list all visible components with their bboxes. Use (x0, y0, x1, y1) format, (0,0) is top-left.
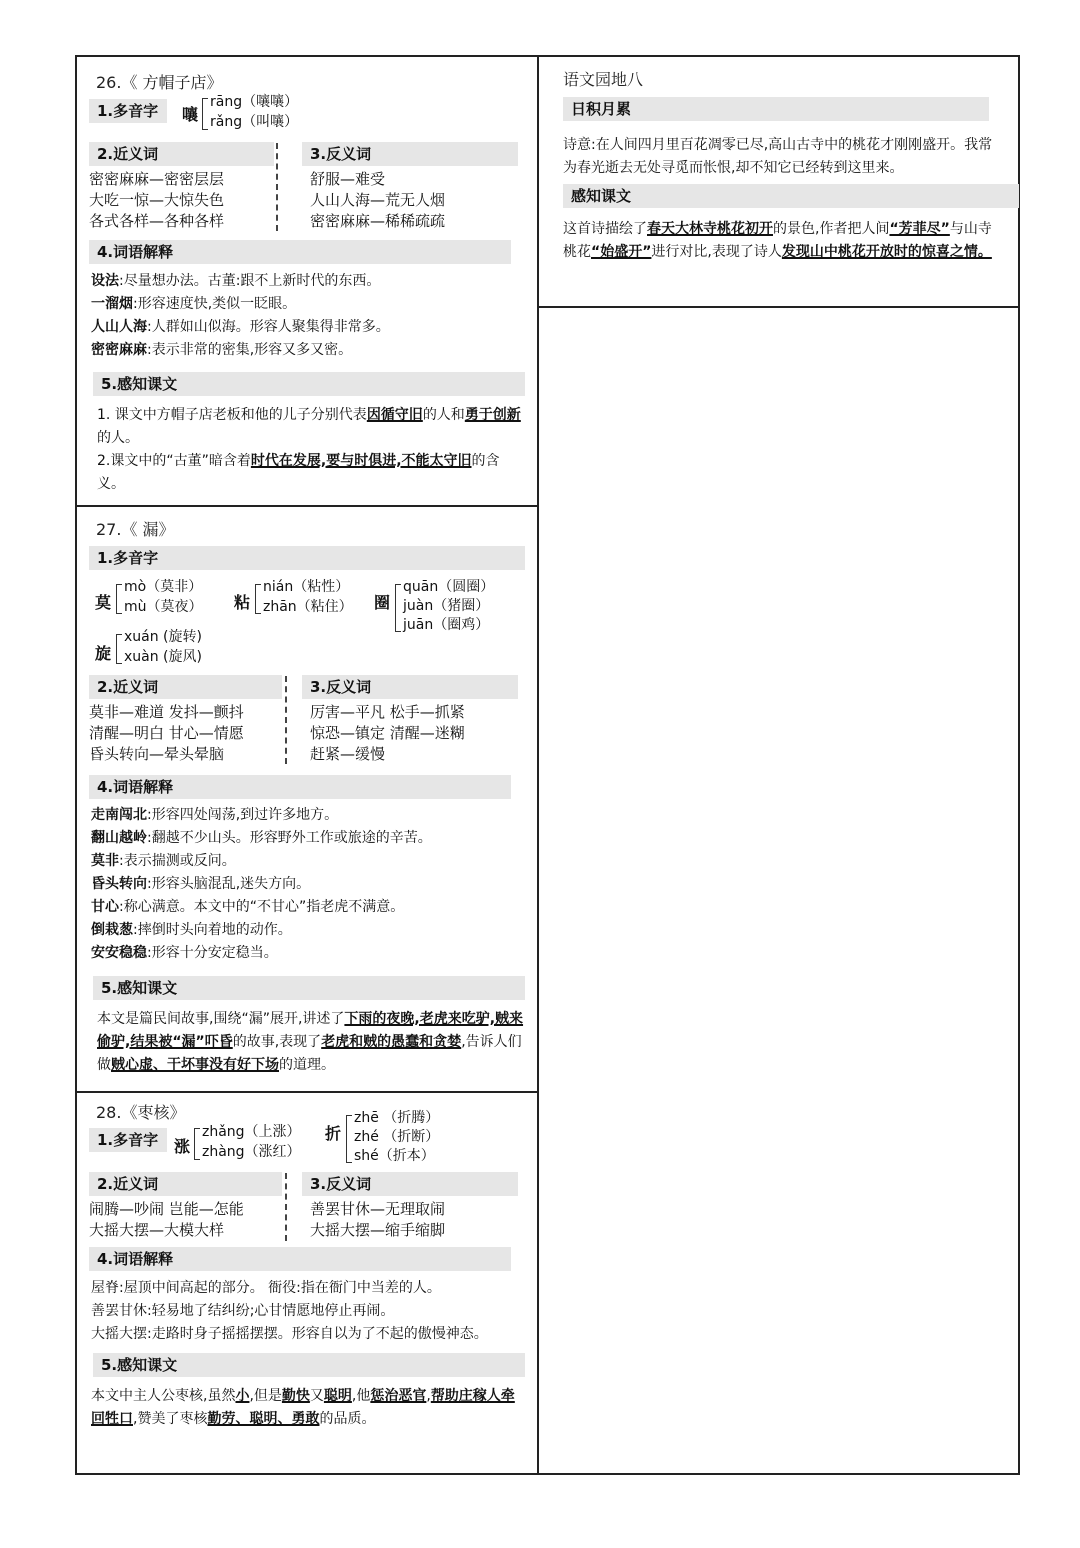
pinyin-reading: zhē （折腾） (354, 1110, 440, 1126)
pinyin-reading: xuán (旋转) (124, 629, 202, 645)
antonym-heading: 3.反义词 (302, 142, 518, 166)
pinyin-reading: mò（莫非） (124, 579, 203, 595)
pinyin-reading: zhàng（涨红） (202, 1144, 301, 1160)
pinyin-reading: rǎng（叫嚷） (210, 114, 299, 130)
polyphone-char: 涨 (174, 1137, 191, 1156)
polyphone-heading: 1.多音字 (89, 1128, 167, 1152)
synonym-item: 密密麻麻—密密层层 (89, 170, 225, 188)
perception-paragraph: 1. 课文中方帽子店老板和他的儿子分别代表因循守旧的人和勇于创新的人。 (97, 407, 521, 446)
brace (194, 1128, 200, 1160)
text-perception-heading: 感知课文 (563, 184, 1019, 208)
synonym-item: 莫非—难道 发抖—颤抖 (89, 703, 244, 721)
explanation-item: 设法:尽量想办法。古董:跟不上新时代的东西。 (91, 273, 381, 289)
polyphone-char: 旋 (95, 644, 112, 663)
column-divider (285, 1173, 287, 1241)
antonym-item: 大摇大摆—缩手缩脚 (310, 1221, 446, 1239)
brace (395, 584, 401, 632)
lesson-26-title: 26.《 方帽子店》 (96, 73, 223, 92)
pinyin-reading: rāng（嚷嚷） (210, 94, 299, 110)
explanation-item: 莫非:表示揣测或反问。 (91, 853, 236, 869)
antonym-item: 人山人海—荒无人烟 (310, 191, 446, 209)
polyphone-char: 嚷 (182, 105, 199, 124)
pinyin-reading: nián（粘性） (263, 579, 350, 595)
pinyin-reading: zhǎng（上涨） (202, 1124, 301, 1140)
text-perception-heading: 5.感知课文 (93, 976, 525, 1000)
explanation-item: 大摇大摆:走路时身子摇摇摆摆。形容自以为了不起的傲慢神态。 (91, 1326, 488, 1342)
synonym-item: 清醒—明白 甘心—情愿 (89, 724, 244, 742)
column-divider (285, 676, 287, 764)
word-explanation-heading: 4.词语解释 (89, 1247, 511, 1271)
word-explanation-heading: 4.词语解释 (89, 775, 511, 799)
antonym-heading: 3.反义词 (302, 1172, 518, 1196)
synonym-heading: 2.近义词 (89, 142, 274, 166)
polyphone-char: 折 (325, 1124, 342, 1143)
antonym-item: 密密麻麻—稀稀疏疏 (310, 212, 446, 230)
synonym-item: 大摇大摆—大模大样 (89, 1221, 225, 1239)
explanation-item: 甘心:称心满意。本文中的“不甘心”指老虎不满意。 (91, 899, 405, 915)
antonym-item: 赶紧—缓慢 (310, 745, 386, 763)
explanation-item: 走南闯北:形容四处闯荡,到过许多地方。 (91, 807, 339, 823)
text-perception-heading: 5.感知课文 (93, 372, 525, 396)
explanation-item: 善罢甘休:轻易地了结纠纷;心甘情愿地停止再闹。 (91, 1303, 395, 1319)
pinyin-reading: juàn（猪圈） (403, 598, 490, 614)
explanation-item: 安安稳稳:形容十分安定稳当。 (91, 945, 278, 961)
brace (346, 1115, 352, 1163)
perception-paragraph: 这首诗描绘了春天大林寺桃花初开的景色,作者把人间“芳菲尽”与山寺桃花“始盛开”进行对比,表现了诗人发现山中桃花开放时的惊喜之情。 (563, 221, 992, 260)
pinyin-reading: juān（圈鸡） (403, 617, 490, 633)
antonym-item: 惊恐—镇定 清醒—迷糊 (310, 724, 465, 742)
text-perception-heading: 5.感知课文 (93, 1353, 525, 1377)
explanation-item: 昏头转向:形容头脑混乱,迷失方向。 (91, 876, 311, 892)
explanation-item: 人山人海:人群如山似海。形容人聚集得非常多。 (91, 319, 390, 335)
explanation-item: 翻山越岭:翻越不少山头。形容野外工作或旅途的辛苦。 (91, 830, 432, 846)
explanation-item: 一溜烟:形容速度快,类似一眨眼。 (91, 296, 297, 312)
yuwen-yuandi-title: 语文园地八 (563, 70, 644, 89)
brace (255, 584, 261, 614)
column-divider (276, 143, 278, 231)
polyphone-char: 粘 (234, 593, 251, 612)
polyphone-char: 圈 (374, 593, 391, 612)
pinyin-reading: quān（圆圈） (403, 579, 495, 595)
brace (116, 634, 122, 664)
synonym-item: 昏头转向—晕头晕脑 (89, 745, 225, 763)
brace (202, 98, 208, 130)
pinyin-reading: xuàn (旋风) (124, 649, 202, 665)
pinyin-reading: zhé （折断） (354, 1129, 440, 1145)
word-explanation-heading: 4.词语解释 (89, 240, 511, 264)
pinyin-reading: shé（折本） (354, 1148, 435, 1164)
synonym-heading: 2.近义词 (89, 675, 282, 699)
lesson-28-title: 28.《枣核》 (96, 1103, 186, 1122)
explanation-item: 密密麻麻:表示非常的密集,形容又多又密。 (91, 342, 353, 358)
pinyin-reading: mù（莫夜） (124, 599, 203, 615)
polyphone-char: 莫 (95, 593, 112, 612)
perception-paragraph: 本文中主人公枣核,虽然小,但是勤快又聪明,他惩治恶官,帮助庄稼人牵回牲口,赞美了枣核勤劳、聪明、勇敢的品质。 (91, 1388, 515, 1427)
synonym-item: 各式各样—各种各样 (89, 212, 225, 230)
perception-paragraph: 本文是篇民间故事,围绕“漏”展开,讲述了下雨的夜晚,老虎来吃驴,贼来偷驴,结果被“漏”吓昏的故事,表现了老虎和贼的愚蠢和贪婪,告诉人们做贼心虚、干坏事没有好下场的道理。 (97, 1011, 524, 1073)
antonym-heading: 3.反义词 (302, 675, 518, 699)
polyphone-heading: 1.多音字 (89, 99, 167, 123)
yuwen-yuandi-frame (537, 55, 1020, 308)
perception-paragraph: 2.课文中的“古董”暗含着时代在发展,要与时俱进,不能太守旧的含义。 (97, 453, 500, 492)
antonym-item: 善罢甘休—无理取闹 (310, 1200, 446, 1218)
antonym-item: 厉害—平凡 松手—抓紧 (310, 703, 465, 721)
right-empty-frame (537, 306, 1020, 1475)
daily-accumulation-heading: 日积月累 (563, 97, 989, 121)
explanation-item: 倒栽葱:摔倒时头向着地的动作。 (91, 922, 292, 938)
brace (116, 584, 122, 614)
explanation-item: 屋脊:屋顶中间高起的部分。 衙役:指在衙门中当差的人。 (91, 1280, 441, 1296)
polyphone-heading: 1.多音字 (89, 546, 525, 570)
pinyin-reading: zhān（粘住） (263, 599, 353, 615)
synonym-item: 闹腾—吵闹 岂能—怎能 (89, 1200, 244, 1218)
lesson-27-title: 27.《 漏》 (96, 520, 175, 539)
synonym-item: 大吃一惊—大惊失色 (89, 191, 225, 209)
antonym-item: 舒服—难受 (310, 170, 386, 188)
poem-meaning: 诗意:在人间四月里百花凋零已尽,高山古寺中的桃花才刚刚盛开。我常为春光逝去无处寻觅而怅恨,却不知它已经转到这里来。 (563, 137, 993, 176)
synonym-heading: 2.近义词 (89, 1172, 282, 1196)
